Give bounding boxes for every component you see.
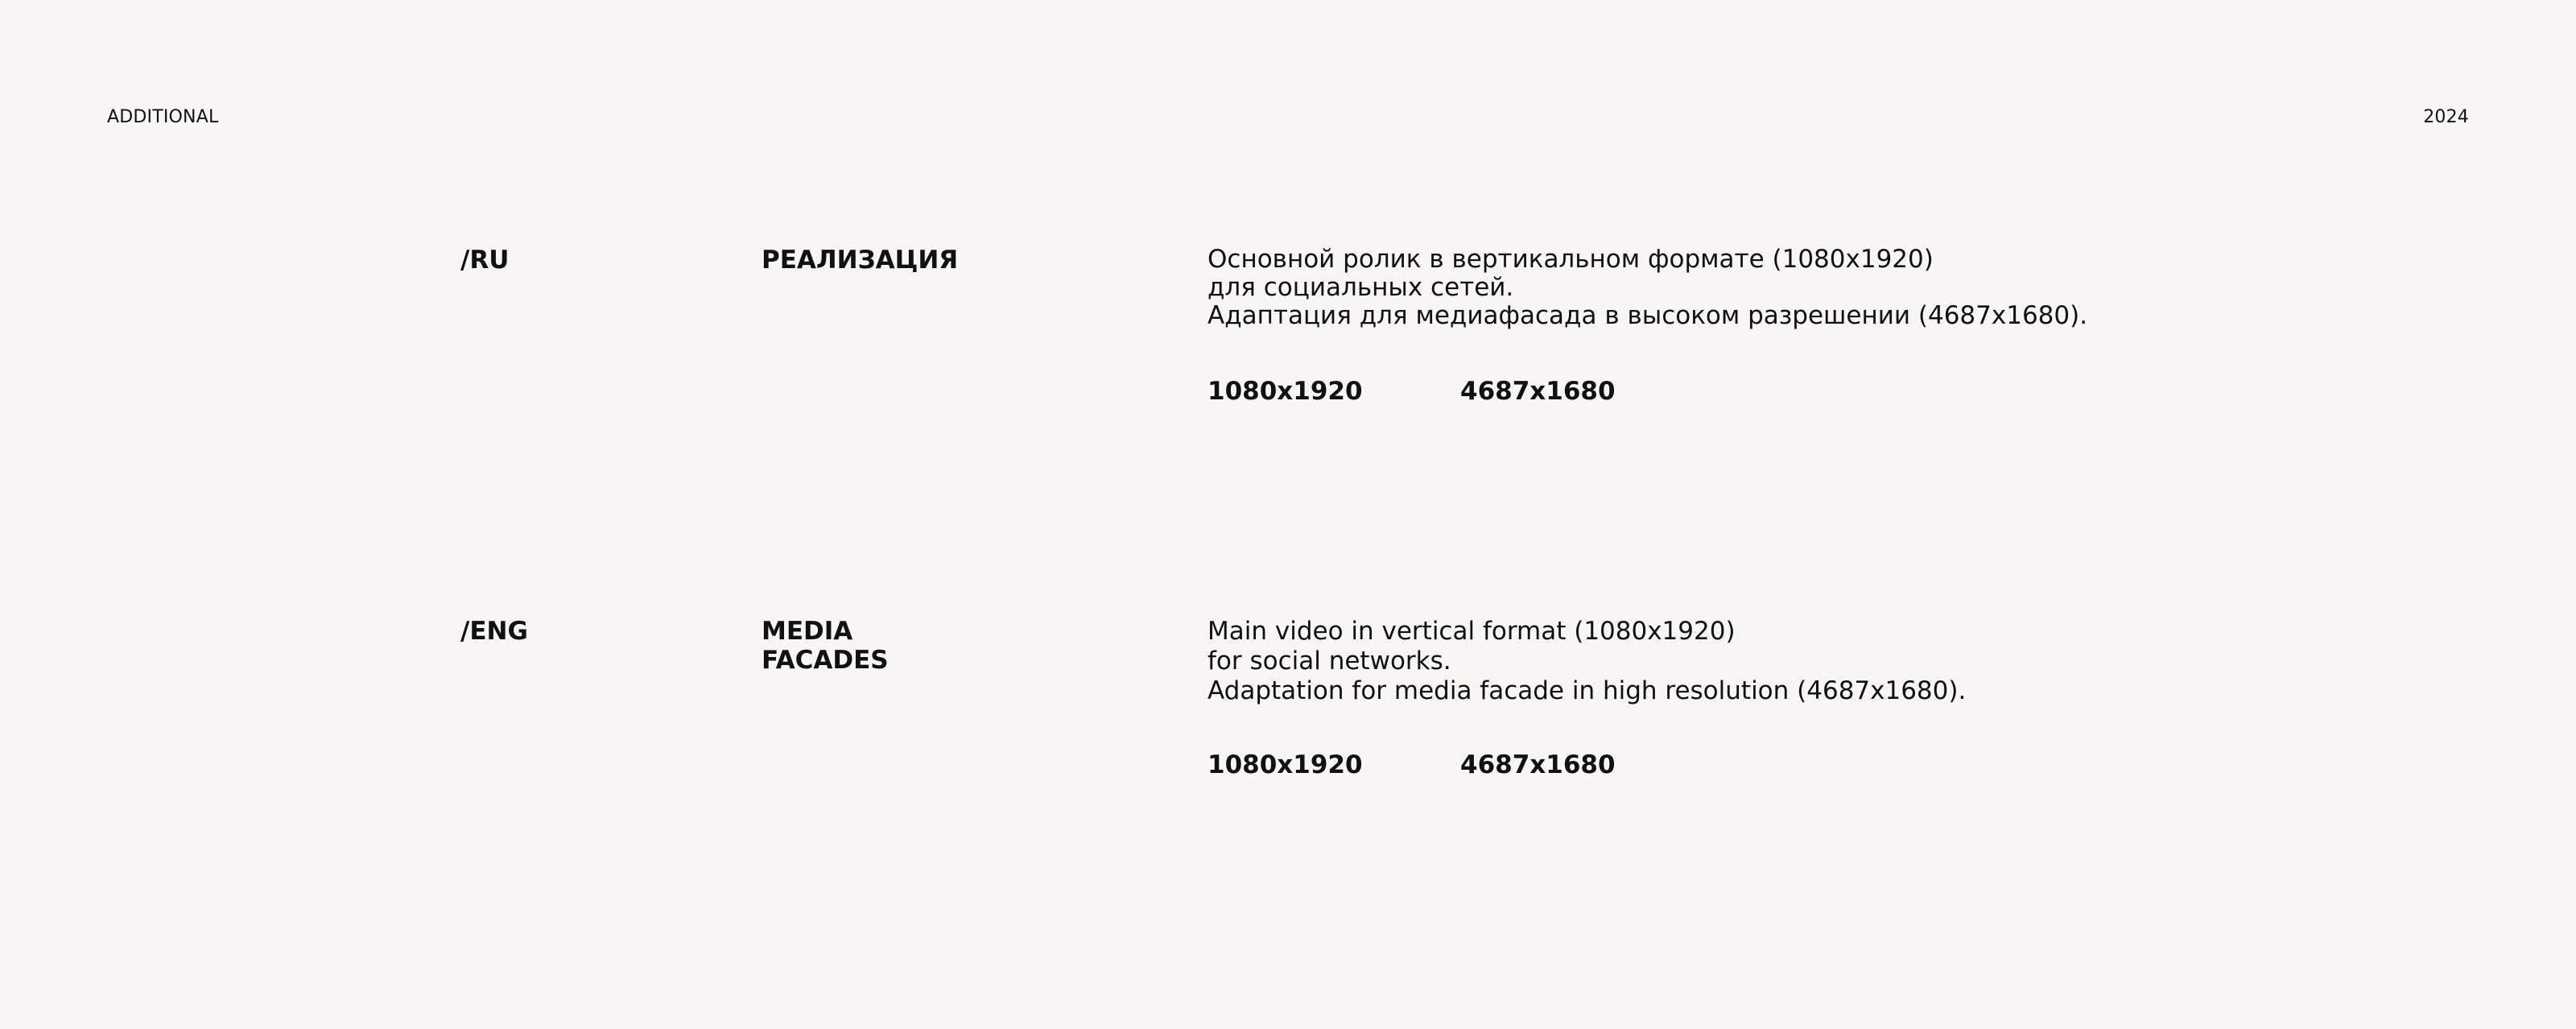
year-label: 2024 [2423, 107, 2469, 127]
language-label-ru: /RU [460, 246, 510, 275]
description-line: Адаптация для медиафасада в высоком разрешении (4687x1680). [1208, 301, 2088, 330]
section-heading-ru [762, 246, 958, 275]
description-line: Основной ролик в вертикальном формате (1080x1920) [1208, 245, 1934, 274]
language-label-eng: /ENG [460, 617, 528, 646]
resolution-vertical-eng: 1080x1920 [1208, 750, 1363, 779]
resolution-facade-eng: 4687x1680 [1460, 750, 1616, 779]
description-line: Adaptation for media facade in high resolution (4687x1680). [1208, 676, 1967, 705]
section-heading-eng [762, 617, 889, 675]
description-eng [1208, 617, 1966, 706]
resolution-facade-ru: 4687x1680 [1460, 377, 1616, 406]
heading-line: FACADES [762, 646, 889, 675]
resolution-vertical-ru: 1080x1920 [1208, 377, 1363, 406]
heading-line: РЕАЛИЗАЦИЯ [762, 246, 959, 275]
description-line: Main video in vertical format (1080x1920) [1208, 617, 1736, 646]
description-ru [1208, 246, 2087, 330]
section-label: ADDITIONAL [107, 107, 219, 127]
description-line: for social networks. [1208, 647, 1451, 676]
heading-line: MEDIA [762, 617, 853, 646]
description-line: для социальных сетей. [1208, 273, 1514, 302]
